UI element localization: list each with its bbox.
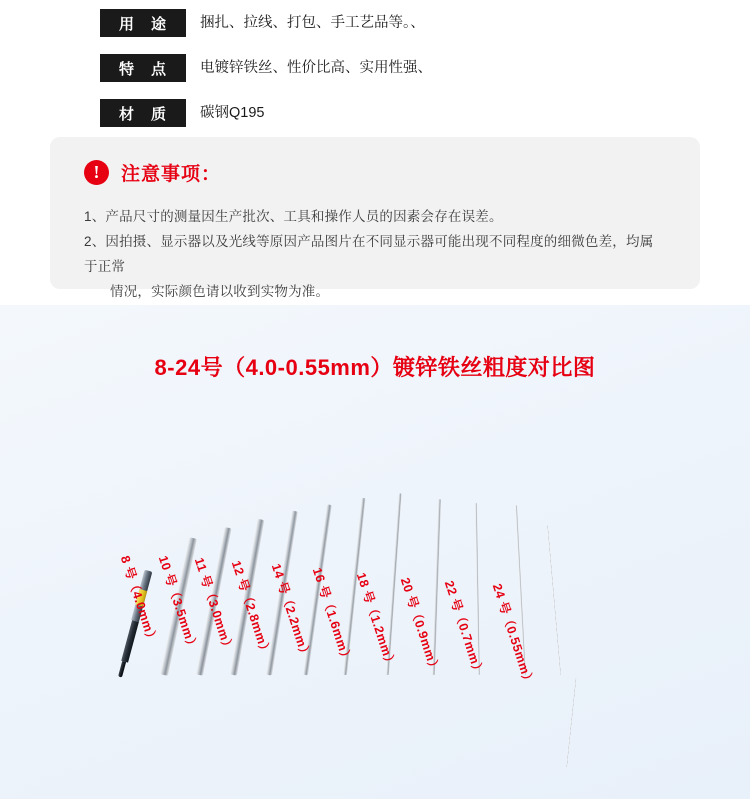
wire-label-8 (117, 553, 163, 647)
wire-mm: （0.55mm） (499, 612, 537, 689)
table-row (100, 96, 660, 130)
wire-label-14 (268, 561, 316, 662)
spec-key: 用 途 (100, 9, 186, 37)
wire-mm: （4.0mm） (125, 577, 160, 647)
notice-box (50, 137, 700, 299)
wire-label-24 (489, 581, 539, 689)
wire-gauge: 20 号 (397, 575, 422, 611)
spec-table (100, 6, 660, 141)
table-row (100, 51, 660, 85)
wire-gauge: 24 号 (489, 581, 514, 617)
wire-gauge: 8 号 (117, 553, 139, 582)
wire-mm: （0.7mm） (451, 609, 487, 679)
wire-label-16 (309, 565, 357, 666)
wire-mm: （2.2mm） (278, 592, 314, 662)
page-title: 8-24号（4.0-0.55mm）镀锌铁丝粗度对比图 (154, 355, 596, 380)
wire-label-18 (353, 570, 401, 671)
notice-title: 注意事项： (121, 164, 222, 185)
wire-labels (0, 305, 750, 799)
wire-gauge: 14 号 (268, 561, 293, 597)
spec-key: 特 点 (100, 54, 186, 82)
wire-label-20 (397, 575, 445, 676)
wire-mm: （2.8mm） (238, 589, 274, 659)
wire-label-22 (441, 578, 489, 679)
table-row (100, 6, 660, 40)
wire-mm: （1.2mm） (363, 601, 399, 671)
wire-mm: （3.5mm） (165, 584, 201, 654)
wire-gauge: 10 号 (155, 553, 180, 589)
spec-value: 碳钢Q195 (200, 105, 265, 121)
spec-value: 电镀锌铁丝、性价比高、实用性强、 (200, 60, 432, 76)
notice-line: 情况，实际颜色请以收到实物为准。 (110, 284, 330, 299)
wire-mm: （0.9mm） (407, 606, 443, 676)
wire-gauge: 18 号 (353, 570, 378, 606)
wire-mm: （3.0mm） (201, 585, 236, 655)
wire-gauge: 16 号 (309, 565, 334, 601)
notice-header (84, 159, 666, 186)
spec-value: 捆扎、拉线、打包、手工艺品等。、 (200, 15, 425, 31)
wire-gauge: 11 号 (191, 555, 215, 590)
wire-mm: （1.6mm） (319, 596, 355, 666)
exclamation-icon: ! (84, 160, 109, 185)
notice-line: 2、因拍摄、显示器以及光线等原因产品图片在不同显示器可能出现不同程度的细微色差，均属于正常 (84, 234, 654, 274)
spec-key: 材 质 (100, 99, 186, 127)
wire-comparison-section (0, 305, 750, 799)
notice-line: 1、产品尺寸的测量因生产批次、工具和操作人员的因素会存在误差。 (84, 209, 503, 224)
wire-gauge: 22 号 (441, 578, 466, 614)
wire-gauge: 12 号 (228, 558, 253, 594)
